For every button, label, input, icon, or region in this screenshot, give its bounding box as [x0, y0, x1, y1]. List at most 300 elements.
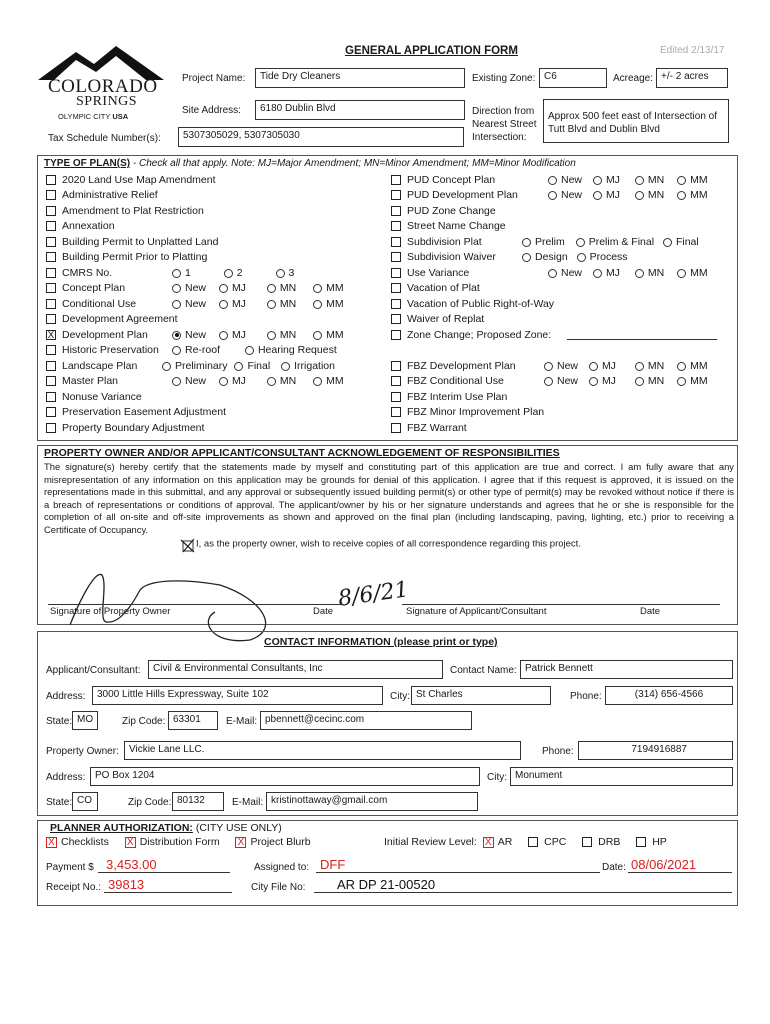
applicant-field[interactable]: Civil & Environmental Consultants, Inc — [148, 660, 443, 679]
plan-property-boundary[interactable] — [46, 422, 204, 437]
radio-new[interactable] — [548, 176, 557, 185]
checkbox[interactable] — [391, 407, 401, 417]
owner-state-field[interactable]: CO — [72, 792, 98, 811]
radio-mn[interactable] — [635, 176, 644, 185]
radio-mm[interactable] — [313, 377, 322, 386]
radio-hearing[interactable] — [245, 346, 254, 355]
site-address-field[interactable]: 6180 Dublin Blvd — [255, 100, 465, 120]
checkbox[interactable] — [391, 299, 401, 309]
zip-field[interactable]: 63301 — [168, 711, 218, 730]
checkbox[interactable] — [46, 252, 56, 262]
radio-process[interactable] — [577, 253, 586, 262]
fbz-development-options — [544, 360, 708, 372]
radio-final[interactable] — [234, 362, 243, 371]
existing-zone-field[interactable]: C6 — [539, 68, 607, 88]
state-field[interactable]: MO — [72, 711, 98, 730]
checkbox[interactable] — [46, 423, 56, 433]
date-label: Date: — [602, 862, 626, 873]
plan-waiver-replat[interactable] — [391, 313, 484, 328]
plan-amendment-plat-restriction[interactable] — [46, 205, 204, 220]
plan-label: Preservation Easement Adjustment — [62, 406, 227, 418]
conditional-use-options — [172, 298, 344, 310]
opt-label: MN — [279, 329, 297, 341]
owner-address-field[interactable]: PO Box 1204 — [90, 767, 480, 786]
fbz-conditional-options — [544, 375, 708, 387]
planner-title-suffix: (CITY USE ONLY) — [192, 822, 282, 834]
contact-name-label: Contact Name: — [450, 665, 517, 676]
logo-tagline — [58, 112, 128, 121]
plan-label: Subdivision Plat — [407, 236, 482, 248]
payment-value[interactable]: 3,453.00 — [106, 857, 157, 872]
opt-label: 1 — [185, 267, 191, 279]
copies-checkbox-checked[interactable] — [180, 537, 194, 551]
plan-pud-concept[interactable] — [391, 174, 495, 189]
plan-label: FBZ Warrant — [407, 422, 467, 434]
planner-title: PLANNER AUTHORIZATION: — [50, 822, 193, 834]
opt-label: MN — [279, 375, 297, 387]
checkbox[interactable] — [391, 423, 401, 433]
plan-label: Development Agreement — [62, 313, 178, 325]
plan-nonuse-variance[interactable] — [46, 391, 142, 406]
plan-vacation-row[interactable] — [391, 298, 554, 313]
radio-mj[interactable] — [219, 300, 228, 309]
site-address-label: Site Address: — [182, 105, 241, 116]
checkbox[interactable] — [46, 392, 56, 402]
sig-date1-label: Date — [313, 606, 334, 617]
plan-conditional-use[interactable] — [46, 298, 136, 313]
radio-reroof[interactable] — [172, 346, 181, 355]
assigned-line — [316, 872, 600, 873]
radio-mj[interactable] — [219, 284, 228, 293]
pud-development-options — [548, 189, 708, 201]
radio-new[interactable] — [172, 284, 181, 293]
proposed-zone-line[interactable] — [567, 339, 717, 340]
blurb-label: Project Blurb — [250, 836, 311, 848]
radio-prelim[interactable] — [522, 238, 531, 247]
plan-label: Use Variance — [407, 267, 470, 279]
plan-fbz-warrant[interactable] — [391, 422, 467, 437]
checkbox[interactable] — [46, 283, 56, 293]
assigned-label: Assigned to: — [254, 862, 310, 873]
radio-mn[interactable] — [267, 331, 276, 340]
radio-new[interactable] — [172, 377, 181, 386]
plan-pud-zone-change[interactable] — [391, 205, 496, 220]
plan-master-plan[interactable] — [46, 375, 118, 390]
radio-new-selected[interactable] — [172, 331, 181, 340]
distribution-checkbox[interactable]: X — [125, 837, 136, 848]
opt-label: New — [561, 267, 583, 279]
checkbox[interactable] — [46, 407, 56, 417]
plan-label: Master Plan — [62, 375, 119, 387]
direction-label-3: Intersection: — [472, 132, 527, 143]
checkbox[interactable] — [391, 175, 401, 185]
review-level-row — [384, 836, 667, 848]
opt-label: Process — [589, 251, 628, 263]
opt-label: New — [561, 189, 583, 201]
opt-label: New — [185, 375, 207, 387]
address-field[interactable]: 3000 Little Hills Expressway, Suite 102 — [92, 686, 383, 705]
radio-final[interactable] — [663, 238, 672, 247]
opt-label: Design — [535, 251, 568, 263]
plan-label: FBZ Conditional Use — [407, 375, 504, 387]
email-label: E-Mail: — [226, 716, 258, 727]
plan-label: Landscape Plan — [62, 360, 138, 372]
receipt-value[interactable]: 39813 — [108, 877, 145, 892]
radio-irrigation[interactable] — [281, 362, 290, 371]
ack-body: The signature(s) hereby certify that the statements made by myself and constituting part of this application are true and correct. I am fully aware that any misrepresentation of any information on this application may be grounds for denial of this application. I agree that if this request is approved, it is issued on the representations made in this submittal, and any approval or subsequently issued building permit(s) or other type of permit(s) may be revoked without notice if there is a breach of representations or conditions of approval. The applicant/owner by his or her signature understands and agrees that he or she is responsible for the completion of all on-site and off-site improvements as shown and approved on the final plan (including landscaping, paving, lighting, etc.) prior to receiving a Certificate of Occupancy. — [44, 461, 734, 535]
checkbox[interactable] — [46, 190, 56, 200]
opt-label: MN — [647, 375, 665, 387]
plan-label: CMRS No. — [62, 267, 113, 279]
plan-fbz-minor[interactable] — [391, 406, 544, 421]
plan-development-agreement[interactable] — [46, 313, 178, 328]
radio-new[interactable] — [544, 377, 553, 386]
radio-mn[interactable] — [635, 377, 644, 386]
sig-date2-label: Date — [640, 606, 661, 617]
checkbox[interactable] — [46, 206, 56, 216]
payment-line — [98, 872, 230, 873]
opt-label: Final — [675, 236, 699, 248]
acreage-field[interactable]: +/- 2 acres — [656, 68, 728, 88]
plan-zone-change[interactable] — [391, 329, 551, 344]
radio-new[interactable] — [548, 269, 557, 278]
plan-label: Property Boundary Adjustment — [62, 422, 205, 434]
plan-label: PUD Concept Plan — [407, 174, 496, 186]
owner-email-label: E-Mail: — [232, 797, 264, 808]
logo-springs: SPRINGS — [76, 94, 138, 109]
cmrs-options — [172, 267, 294, 279]
ar-label: AR — [497, 836, 513, 848]
plan-pud-development[interactable] — [391, 189, 518, 204]
checklists-checkbox[interactable]: X — [46, 837, 57, 848]
plan-label: Subdivision Waiver — [407, 251, 496, 263]
opt-label: MM — [326, 375, 344, 387]
owner-label: Property Owner: — [46, 746, 119, 757]
radio-mj[interactable] — [593, 191, 602, 200]
checkbox[interactable] — [46, 345, 56, 355]
opt-label: Preliminary — [175, 360, 228, 372]
radio-mj[interactable] — [593, 269, 602, 278]
ack-title: PROPERTY OWNER AND/OR APPLICANT/CONSULTANT ACKNOWLEDGEMENT OF RESPONSIBILITIES — [44, 447, 560, 459]
checkbox[interactable] — [391, 221, 401, 231]
hp-label: HP — [652, 836, 667, 848]
opt-label: New — [185, 298, 207, 310]
plan-label: Vacation of Plat — [407, 282, 480, 294]
owner-signature-line[interactable] — [48, 604, 343, 605]
phone-label: Phone: — [570, 691, 602, 702]
opt-label: MJ — [605, 267, 620, 279]
radio-mn[interactable] — [635, 269, 644, 278]
plan-label: Historic Preservation — [62, 344, 159, 356]
opt-label: MN — [647, 267, 665, 279]
radio-mj[interactable] — [589, 362, 598, 371]
radio-3[interactable] — [276, 269, 285, 278]
date-value[interactable]: 08/06/2021 — [631, 857, 697, 872]
opt-label: Final — [247, 360, 271, 372]
opt-label: MN — [279, 282, 297, 294]
blurb-checkbox[interactable]: X — [235, 837, 246, 848]
radio-mm[interactable] — [313, 284, 322, 293]
checkbox[interactable] — [46, 175, 56, 185]
file-line — [314, 892, 732, 893]
contact-title: CONTACT INFORMATION (please print or type) — [264, 636, 498, 648]
logo-colorado: COLORADO — [48, 76, 158, 97]
cpc-checkbox[interactable] — [528, 837, 538, 847]
type-of-plan-header — [44, 158, 576, 169]
copies-label: I, as the property owner, wish to receive copies of all correspondence regarding this project. — [196, 538, 581, 550]
project-name-field[interactable]: Tide Dry Cleaners — [255, 68, 465, 88]
opt-label: MJ — [231, 282, 246, 294]
direction-field[interactable]: Approx 500 feet east of Intersection of Tutt Blvd and Dublin Blvd — [543, 99, 729, 143]
receipt-label: Receipt No.: — [46, 882, 102, 893]
radio-mm[interactable] — [677, 269, 686, 278]
checkbox[interactable] — [391, 252, 401, 262]
radio-mm[interactable] — [677, 377, 686, 386]
plan-land-use-amendment[interactable] — [46, 174, 216, 189]
drb-label: DRB — [598, 836, 621, 848]
opt-label: Hearing Request — [257, 344, 337, 356]
radio-prelim-final[interactable] — [576, 238, 585, 247]
checkbox[interactable] — [46, 221, 56, 231]
radio-mm[interactable] — [677, 176, 686, 185]
applicant-signature-line[interactable] — [402, 604, 720, 605]
plan-cmrs[interactable] — [46, 267, 112, 282]
plan-vacation-plat[interactable] — [391, 282, 480, 297]
opt-label: MM — [690, 189, 708, 201]
checkbox[interactable] — [391, 268, 401, 278]
opt-label: MN — [647, 189, 665, 201]
checkbox[interactable] — [46, 237, 56, 247]
planner-checks-row — [46, 836, 311, 848]
owner-address-label: Address: — [46, 772, 86, 783]
radio-mj[interactable] — [219, 331, 228, 340]
checkbox[interactable] — [391, 314, 401, 324]
radio-new[interactable] — [548, 191, 557, 200]
plan-development-plan[interactable] — [46, 329, 148, 344]
planner-header — [50, 822, 282, 834]
development-plan-options — [172, 329, 344, 341]
opt-label: MJ — [231, 329, 246, 341]
plan-use-variance[interactable] — [391, 267, 469, 282]
opt-label: New — [557, 375, 579, 387]
copies-row[interactable] — [180, 537, 581, 551]
opt-label: MJ — [605, 174, 620, 186]
opt-label: MN — [647, 360, 665, 372]
radio-mm[interactable] — [313, 300, 322, 309]
direction-label-1: Direction from — [472, 106, 535, 117]
plan-label: Nonuse Variance — [62, 391, 142, 403]
checkbox[interactable] — [46, 268, 56, 278]
plan-preservation-easement[interactable] — [46, 406, 226, 421]
concept-options — [172, 282, 344, 294]
radio-mn[interactable] — [267, 300, 276, 309]
plan-building-permit-prior[interactable] — [46, 251, 207, 266]
plan-label: Annexation — [62, 220, 115, 232]
owner-phone-field[interactable]: 7194916887 — [578, 741, 733, 760]
plan-label: PUD Development Plan — [407, 189, 518, 201]
plan-fbz-interim[interactable] — [391, 391, 507, 406]
radio-mm[interactable] — [677, 191, 686, 200]
plan-label: FBZ Development Plan — [407, 360, 516, 372]
radio-mn[interactable] — [635, 191, 644, 200]
plan-label: PUD Zone Change — [407, 205, 496, 217]
checkbox[interactable] — [391, 330, 401, 340]
owner-email-field[interactable]: kristinottaway@gmail.com — [266, 792, 478, 811]
form-title: GENERAL APPLICATION FORM — [345, 45, 518, 57]
opt-label: Prelim & Final — [588, 236, 655, 248]
checklists-label: Checklists — [61, 836, 109, 848]
owner-field[interactable]: Vickie Lane LLC. — [124, 741, 521, 760]
radio-2[interactable] — [224, 269, 233, 278]
hp-checkbox[interactable] — [636, 837, 646, 847]
owner-city-label: City: — [487, 772, 507, 783]
owner-phone-label: Phone: — [542, 746, 574, 757]
date-line — [628, 872, 732, 873]
plan-annexation[interactable] — [46, 220, 115, 235]
opt-label: MM — [690, 267, 708, 279]
receipt-line — [104, 892, 232, 893]
radio-preliminary[interactable] — [162, 362, 171, 371]
opt-label: MM — [326, 329, 344, 341]
distribution-label: Distribution Form — [139, 836, 220, 848]
opt-label: New — [561, 174, 583, 186]
plan-label: Zone Change; Proposed Zone: — [407, 329, 552, 341]
use-variance-options — [548, 267, 708, 279]
opt-label: Prelim — [535, 236, 565, 248]
plan-landscape-plan[interactable] — [46, 360, 137, 375]
plan-fbz-development[interactable] — [391, 360, 516, 375]
pud-concept-options — [548, 174, 708, 186]
radio-mj[interactable] — [593, 176, 602, 185]
email-field[interactable]: pbennett@cecinc.com — [260, 711, 472, 730]
plan-label: 2020 Land Use Map Amendment — [62, 174, 216, 186]
handwritten-check-icon — [180, 537, 196, 553]
opt-label: New — [185, 282, 207, 294]
plan-fbz-conditional[interactable] — [391, 375, 504, 390]
checkbox[interactable] — [391, 376, 401, 386]
plan-subdivision-plat[interactable] — [391, 236, 482, 251]
checkbox[interactable] — [391, 206, 401, 216]
opt-label: MM — [326, 298, 344, 310]
plan-historic-preservation[interactable] — [46, 344, 159, 359]
radio-mm[interactable] — [677, 362, 686, 371]
checkbox[interactable] — [46, 299, 56, 309]
opt-label: MJ — [601, 375, 616, 387]
radio-mj[interactable] — [589, 377, 598, 386]
checkbox-checked[interactable]: X — [47, 330, 55, 342]
sig-owner-label: Signature of Property Owner — [50, 606, 171, 617]
opt-label: MJ — [231, 298, 246, 310]
plan-administrative-relief[interactable] — [46, 189, 158, 204]
checkbox[interactable] — [46, 376, 56, 386]
owner-state-label: State: — [46, 797, 73, 808]
checkbox[interactable] — [391, 361, 401, 371]
direction-label-2: Nearest Street — [472, 119, 537, 130]
opt-label: Re-roof — [185, 344, 221, 356]
radio-mn[interactable] — [635, 362, 644, 371]
opt-label: MM — [690, 174, 708, 186]
radio-mm[interactable] — [313, 331, 322, 340]
logo-tag-a: OLYMPIC CITY — [58, 112, 111, 121]
payment-label: Payment $ — [46, 862, 94, 873]
city-logo — [36, 42, 166, 122]
subdivision-waiver-options — [522, 251, 628, 263]
plan-concept-plan[interactable] — [46, 282, 125, 297]
opt-label: MN — [279, 298, 297, 310]
plan-street-name-change[interactable] — [391, 220, 506, 235]
handwritten-date: 8/6/21 — [336, 577, 411, 612]
master-plan-options — [172, 375, 344, 387]
checkbox[interactable] — [46, 314, 56, 324]
opt-label: MJ — [231, 375, 246, 387]
opt-label: MJ — [601, 360, 616, 372]
edited-date: Edited 2/13/17 — [660, 45, 725, 56]
drb-checkbox[interactable] — [582, 837, 592, 847]
checkbox[interactable] — [391, 190, 401, 200]
plan-building-permit-unplatted[interactable] — [46, 236, 218, 251]
historic-options — [172, 344, 337, 356]
opt-label: MN — [647, 174, 665, 186]
plan-label: FBZ Interim Use Plan — [407, 391, 508, 403]
phone-field[interactable]: (314) 656-4566 — [605, 686, 733, 705]
plan-label: Building Permit Prior to Platting — [62, 251, 208, 263]
plan-subdivision-waiver[interactable] — [391, 251, 496, 266]
type-of-plan-note: - Check all that apply. Note: MJ=Major Amendment; MN=Minor Amendment; MM=Minor Modification — [130, 158, 576, 169]
subdivision-plat-options — [522, 236, 699, 248]
plan-label: FBZ Minor Improvement Plan — [407, 406, 545, 418]
checkbox[interactable] — [46, 361, 56, 371]
tax-schedule-field[interactable]: 5307305029, 5307305030 — [178, 127, 464, 147]
checkbox[interactable] — [391, 237, 401, 247]
address-label: Address: — [46, 691, 86, 702]
cpc-label: CPC — [544, 836, 567, 848]
file-value[interactable]: AR DP 21-00520 — [337, 877, 436, 892]
landscape-options — [162, 360, 335, 372]
assigned-value[interactable]: DFF — [320, 857, 346, 872]
radio-new[interactable] — [172, 300, 181, 309]
checkbox[interactable] — [391, 392, 401, 402]
plan-label: Concept Plan — [62, 282, 126, 294]
project-name-label: Project Name: — [182, 73, 246, 84]
checkbox[interactable] — [391, 283, 401, 293]
sig-applicant-label: Signature of Applicant/Consultant — [406, 606, 547, 617]
opt-label: New — [185, 329, 207, 341]
opt-label: 2 — [236, 267, 243, 279]
type-of-plan-title: TYPE OF PLAN(S) — [44, 158, 131, 169]
plan-label: Waiver of Replat — [407, 313, 485, 325]
radio-1[interactable] — [172, 269, 181, 278]
plan-label: Administrative Relief — [62, 189, 158, 201]
logo-tag-b: USA — [112, 112, 129, 121]
radio-mn[interactable] — [267, 284, 276, 293]
radio-mj[interactable] — [219, 377, 228, 386]
file-label: City File No: — [251, 882, 306, 893]
tax-schedule-label: Tax Schedule Number(s): — [48, 133, 161, 144]
plan-label: Street Name Change — [407, 220, 506, 232]
radio-mn[interactable] — [267, 377, 276, 386]
opt-label: MM — [690, 375, 708, 387]
acreage-label: Acreage: — [613, 73, 654, 84]
radio-design[interactable] — [522, 253, 531, 262]
radio-new[interactable] — [544, 362, 553, 371]
owner-zip-field[interactable]: 80132 — [172, 792, 224, 811]
applicant-label: Applicant/Consultant: — [46, 665, 141, 676]
contact-name-field[interactable]: Patrick Bennett — [520, 660, 733, 679]
plan-label: Development Plan — [62, 329, 148, 341]
city-field[interactable]: St Charles — [411, 686, 551, 705]
owner-city-field[interactable]: Monument — [510, 767, 733, 786]
ar-checkbox[interactable]: X — [483, 837, 494, 848]
